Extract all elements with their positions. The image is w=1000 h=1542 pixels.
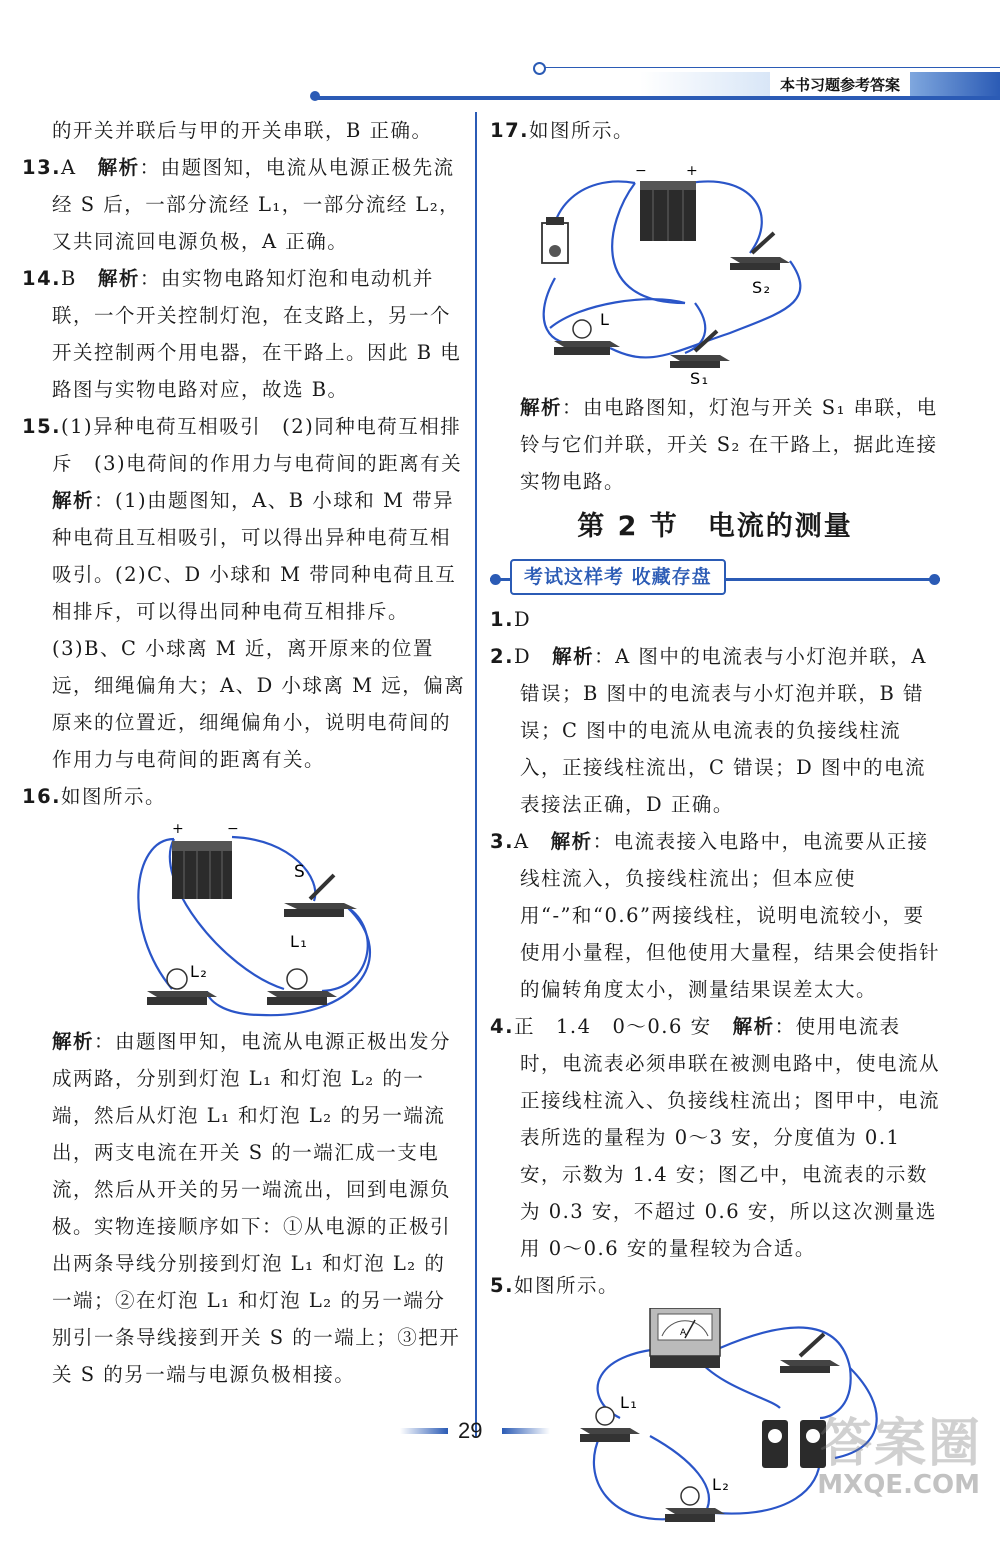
wire: [690, 181, 762, 253]
q-answer: D: [513, 608, 532, 631]
section-banner: [490, 551, 940, 601]
banner-label: 考试这样考 收藏存盘: [510, 559, 726, 595]
ammeter-icon: [650, 1308, 720, 1368]
wire: [550, 299, 685, 328]
analysis-label: 解析: [97, 267, 140, 290]
analysis-label: 解析: [550, 830, 593, 853]
battery-icon: [172, 841, 232, 899]
q-answer: 如图所示。: [529, 119, 635, 142]
analysis-text: ：使用电流表时，电流表必须串联在被测电路中，使电流从正接线柱流入、负接线柱流出；图甲中，电流表所选的量程为 0～3 安，分度值为 0.1 安，示数为 1.4 安；图乙中，电流表的示数为 0.3 安，不超过 0.6 安，所以这次测量选用 0～0.6 安的量程较为合适。: [520, 1015, 941, 1260]
meter-label: A: [680, 1328, 688, 1338]
q-answer: A: [61, 156, 77, 179]
header-rule-thin: [538, 67, 1000, 68]
answer-14: [22, 260, 466, 408]
lamp-l2-label: L₂: [712, 1475, 731, 1494]
analysis-label: 解析: [52, 489, 95, 512]
section-title: 第 2 节 电流的测量: [577, 511, 853, 542]
page-number-ornament-right: [502, 1428, 550, 1434]
q-number: 13.: [22, 156, 62, 179]
q-answer: D: [513, 645, 532, 668]
answer-3: [490, 823, 940, 1008]
lamp-icon: [580, 1407, 640, 1442]
continued-text: 的开关并联后与甲的开关串联，B 正确。: [52, 119, 433, 142]
analysis-15: [22, 482, 466, 778]
analysis-17: [490, 389, 940, 500]
minus-label: −: [227, 821, 241, 837]
q-answer: 如图所示。: [61, 785, 167, 808]
q-number: 3.: [490, 830, 514, 853]
analysis-label: 解析: [97, 156, 140, 179]
q-number: 14.: [22, 267, 62, 290]
q-answer: B: [61, 267, 77, 290]
header-title: 本书习题参考答案: [770, 72, 910, 98]
wire: [138, 839, 174, 989]
battery-cell-icon: [762, 1420, 826, 1468]
q-number: 5.: [490, 1274, 514, 1297]
switch-icon: [730, 233, 790, 270]
lamp-label: L: [600, 310, 611, 329]
analysis-label: 解析: [732, 1015, 775, 1038]
q-number: 15.: [22, 415, 62, 438]
answer-16: [22, 778, 466, 815]
analysis-label: 解析: [552, 645, 595, 668]
header-rule: [315, 96, 1000, 100]
switch-label: S: [294, 862, 307, 882]
q-answer: A: [513, 830, 530, 853]
lamp-l1-label: L₁: [620, 1393, 639, 1412]
analysis-label: 解析: [520, 396, 563, 419]
q-number: 17.: [490, 119, 530, 142]
header-dot-open: [533, 62, 546, 75]
banner-dot: [929, 574, 940, 585]
answer-2: [490, 638, 940, 823]
analysis-text: ：A 图中的电流表与小灯泡并联，A 错误；B 图中的电流表与小灯泡并联，B 错误；C 图中的电流从电流表的负接线柱流入，正接线柱流出，C 错误；D 图中的电流表接法正确，D 正确。: [520, 645, 928, 816]
circuit-figure-16: [22, 819, 466, 1019]
answer-5: [490, 1267, 940, 1304]
q-answer: (1)异种电荷互相吸引 (2)同种电荷互相排斥 (3)电荷间的作用力与电荷间的距离有关: [52, 415, 463, 475]
answer-15: [22, 408, 466, 482]
answer-1: [490, 601, 940, 638]
analysis-text: ：由题图知，电流从电源正极先流经 S 后，一部分流经 L₁，一部分流经 L₂，又共同流回电源负极，A 正确。: [52, 156, 461, 253]
analysis-text: ：由电路图知，灯泡与开关 S₁ 串联，电铃与它们并联，开关 S₂ 在干路上，据此连接实物电路。: [520, 396, 938, 493]
analysis-text: ：由题图甲知，电流从电源正极出发分成两路，分别到灯泡 L₁ 和灯泡 L₂ 的一端，然后从灯泡 L₁ 和灯泡 L₂ 的另一端流出，两支电流在开关 S 的一端汇成一支电流，然后从开关的另一端流出，回到电源负极。实物连接顺序如下：①从电源的正极引出两条导线分别接到灯泡 L₁ 和灯泡 L₂ 的一端；②在灯泡 L₁ 和灯泡 L₂ 的另一端分别引一条导线接到开关 S 的一端上；③把开关 S 的另一端与电源负极相接。: [52, 1030, 461, 1386]
switch-s2-label: S₂: [752, 278, 772, 297]
switch-s1-label: S₁: [690, 369, 710, 388]
page-number-ornament-left: [400, 1428, 448, 1434]
answer-4: [490, 1008, 940, 1267]
q-number: 1.: [490, 608, 514, 631]
header-dot: [310, 91, 320, 101]
circuit-figure-17: [490, 153, 940, 371]
q-answer: 正 1.4 0～0.6 安: [513, 1015, 712, 1038]
answer-13: [22, 149, 466, 260]
watermark-url: MXQE.COM: [817, 1470, 980, 1500]
lamp-l1-label: L₁: [290, 932, 309, 951]
s1-label-row: [490, 366, 940, 390]
left-column: [22, 112, 466, 1393]
minus-label: −: [635, 163, 649, 179]
q-number: 16.: [22, 785, 62, 808]
bell-icon: [542, 217, 568, 263]
plus-label: +: [686, 163, 700, 179]
analysis-text: ：电流表接入电路中，电流要从正接线柱流入，负接线柱流出；但本应使用“-”和“0.6”两接线柱，说明电流较小，要使用小量程，但他使用大量程，结果会使指针的偏转角度太小，测量结果误差太大。: [520, 830, 941, 1001]
q-number: 4.: [490, 1015, 514, 1038]
switch-icon: [780, 1334, 840, 1373]
q-number: 2.: [490, 645, 514, 668]
battery-icon: [640, 181, 696, 241]
watermark-logo: 答案圈: [819, 1414, 982, 1474]
q-answer: 如图所示。: [513, 1274, 619, 1297]
lamp-l2-label: L₂: [190, 962, 209, 981]
plus-label: +: [172, 821, 186, 837]
wire: [594, 1436, 680, 1519]
analysis-16: [22, 1023, 466, 1393]
analysis-text: ：(1)由题图知，A、B 小球和 M 带异种电荷且互相吸引，可以得出异种电荷互相吸引。(2)C、D 小球和 M 带同种电荷且互相排斥，可以得出同种电荷互相排斥。(3)B、C 小球离 M 近，离开原来的位置远，细绳偏角大；A、D 小球离 M 远，偏离原来的位置近，细绳偏角小，说明电荷间的作用力与电荷间的距离有关。: [52, 489, 466, 771]
answer-17: [490, 112, 940, 149]
wire: [650, 1436, 709, 1513]
analysis-text: ：由实物电路知灯泡和电动机并联，一个开关控制灯泡，在支路上，另一个开关控制两个用电器，在干路上。因此 B 电路图与实物电路对应，故选 B。: [52, 267, 462, 401]
right-column: [490, 112, 940, 1542]
page-number: 29: [458, 1418, 483, 1443]
column-divider: [475, 112, 477, 1437]
analysis-label: 解析: [52, 1030, 95, 1053]
